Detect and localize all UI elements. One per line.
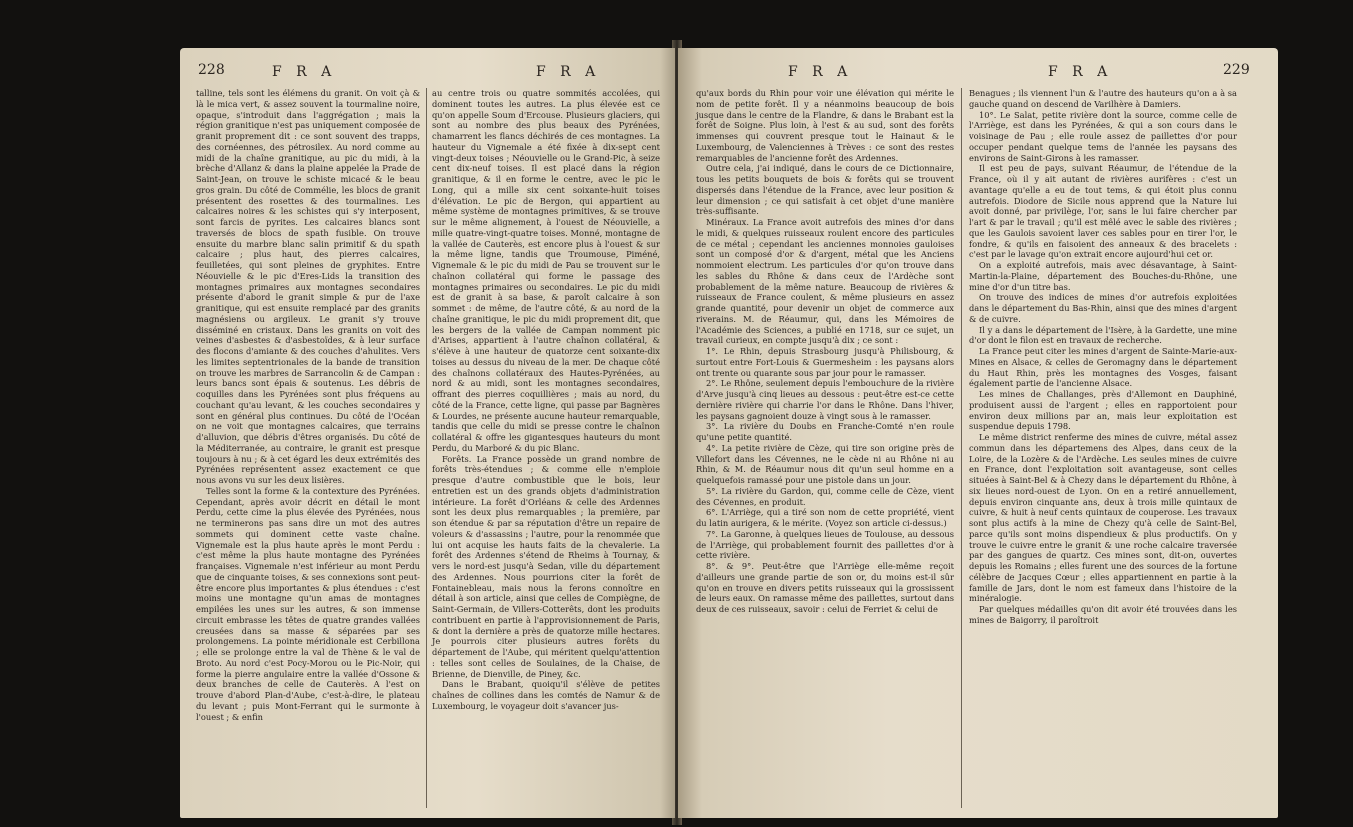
paragraph: La France peut citer les mines d'argent de Sainte-Marie-aux-Mines en Alsace, & celles de Geromagny dans le département du Haut Rhin, près les montagnes des Vosges, faisant également partie de l'ancienne Alsace. xyxy=(969,346,1237,389)
running-header-left: F R A xyxy=(788,64,853,80)
paragraph: 7°. La Garonne, à quelques lieues de Toulouse, au dessous de l'Arriège, qui probablement fournit des paillettes d'or à cette rivière. xyxy=(696,528,954,561)
paragraph: Telles sont la forme & la contexture des Pyrénées. Cependant, après avoir décrit en détail le mont Perdu, cette cime la plus élevée des Pyrénées, nous ne terminerons pas sans dire un mot des autres sommets qui dominent cette vaste chaîne. Vignemale est la plus haute après le mont Perdu : c'est même la plus haute montagne des Pyrénées françaises. Vignemale n'est inférieur au mont Perdu que de cinquante toises, & ses connexions sont peut-être encore plus importantes & plus étendues : c'est moins une montagne qu'un amas de montagnes empilées les unes sur les autres, & son immense circuit embrasse les têtes de quatre grandes vallées creusées dans sa masse & séparées par ses prolongemens. La pointe méridionale est Cerbillona ; elle se prolonge entre la val de Thène & le val de Broto. Au nord c'est Pocy-Morou ou le Pic-Noir, qui forme la pierre angulaire entre la vallée d'Ossone & deux branches de celle de Cauterès. A l'est on trouve d'abord Plan-d'Aube, c'est-à-dire, le plateau du levant ; puis Mont-Ferrant qui le surmonte à l'ouest ; & enfin xyxy=(196,485,420,722)
column-rule xyxy=(426,88,427,808)
right-page xyxy=(678,48,1278,818)
paragraph: 4°. La petite rivière de Cèze, qui tire son origine près de Villefort dans les Cévennes, ne le cède ni au Rhône ni au Rhin, & M. de Réaumur nous dit qu'un seul homme en a quelquefois ramassé pour une pistole dans un jour. xyxy=(696,442,954,485)
page-number: 228 xyxy=(198,62,225,78)
page-number: 229 xyxy=(1223,62,1250,78)
paragraph: On a exploité autrefois, mais avec désavantage, à Saint-Martin-la-Plaine, département des Bouches-du-Rhône, une mine d'or d'un titre bas. xyxy=(969,260,1237,292)
text-column-1 xyxy=(696,88,954,615)
paragraph: qu'aux bords du Rhin pour voir une élévation qui mérite le nom de petite forêt. Il y a néanmoins beaucoup de bois jusque dans le centre de la Flandre, & dans le Brabant est la forêt de Soigne. Plus loin, à l'est & au sud, sont des forêts immenses qui couvrent presque tout le Hainaut & le Luxembourg, de Valenciennes à Trèves : ce sont des restes remarquables de l'ancienne forêt des Ardennes. xyxy=(696,88,954,163)
paragraph: Il est peu de pays, suivant Réaumur, de l'étendue de la France, où il y ait autant de rivières aurifères : c'est un avantage qu'elle a eu de tout tems, & qui étoit plus connu autrefois. Diodore de Sicile nous apprend que la Nature lui avoit donné, par privilège, l'or, sans le lui faire chercher par l'art & par le travail ; qu'il est mêlé avec le sable des rivières ; que les Gaulois savoient laver ces sables pour en tirer l'or, le fondre, & qu'ils en faisoient des anneaux & des bracelets : c'est par le lavage qu'on extrait encore aujourd'hui cet or. xyxy=(969,163,1237,260)
paragraph: Les mines de Challanges, près d'Allemont en Dauphiné, produisent aussi de l'argent ; elles en rapportoient pour environ deux millions par an, mais leur exploitation est suspendue depuis 1798. xyxy=(969,389,1237,432)
text-column-1 xyxy=(196,88,420,722)
running-header-right: F R A xyxy=(1048,64,1113,80)
left-page xyxy=(180,48,675,818)
paragraph: 2°. Le Rhône, seulement depuis l'embouchure de la rivière d'Arve jusqu'à cinq lieues au dessous : peut-être est-ce cette dernière rivière qui charrie l'or dans le Rhône. Dans l'hiver, les paysans gagnoient douze à vingt sous à le ramasser. xyxy=(696,378,954,421)
paragraph: Minéraux. La France avoit autrefois des mines d'or dans le midi, & quelques ruisseaux roulent encore des particules de ce métal ; cependant les anciennes monnoies gauloises sont un composé d'or & d'argent, métal que les Anciens nommoient electrum. Les particules d'or qu'on trouve dans les sables du Rhône & dans ceux de l'Ardèche sont probablement de la même nature. Beaucoup de rivières & ruisseaux de France coulent, & même plusieurs en assez grande quantité, pour devenir un objet de commerce aux riverains. M. de Réaumur, qui, dans les Mémoires de l'Académie des Sciences, a publié en 1718, sur ce sujet, un travail curieux, en compte jusqu'à dix ; ce sont : xyxy=(696,217,954,346)
paragraph: 10°. Le Salat, petite rivière dont la source, comme celle de l'Arriège, est dans les Pyrénées, & qui a son cours dans le voisinage de Pau ; elle roule assez de paillettes d'or pour occuper pendant quelque tems de l'année les paysans des environs de Saint-Girons à les ramasser. xyxy=(969,109,1237,163)
paragraph: Benagues ; ils viennent l'un & l'autre des hauteurs qu'on a à sa gauche quand on descend de Varilhère à Damiers. xyxy=(969,88,1237,109)
paragraph: talline, tels sont les élémens du granit. On voit çà & là le mica vert, & assez souvent la tourmaline noire, opaque, s'introduit dans l'aggrégation ; mais la région granitique n'est pas uniquement composée de granit proprement dit : ce sont souvent des trapps, des cornéennes, des pétrosilex. Au nord comme au midi de la chaîne granitique, au pic du midi, à la brèche d'Allanz & dans la plaine appelée la Prade de Saint-Jean, on trouve le schiste micacé & le beau gros grain. Du côté de Commélie, les blocs de granit présentent des rosettes & des tourmalines. Les calcaires noires & les schistes qui s'y interposent, sont farcis de pyrites. Les calcaires blancs sont traversés de blocs de spath fusible. On trouve ensuite du marbre blanc salin primitif & du spath calcaire ; plus haut, des pierres calcaires, feuilletées, qui sont pleines de gryphites. Entre Néouvielle & le pic d'Eres-Lids la transition des montagnes primaires aux montagnes secondaires présente d'abord le granit simple & pur de l'axe granitique, qui est ensuite remplacé par des granits magnésiens ou argileux. Le granit s'y trouve disséminé en cristaux. Dans les granits on voit des veines d'asbestes & d'asbestoïdes, & à leur surface des flocons d'amiante & des couches d'ahulites. Vers les limites septentrionales de la bande de transition on trouve les marbres de Sarrancolin & de Campan : leurs bancs sont épais & soutenus. Les débris de coquilles dans les Pyrénées sont plus fréquens au couchant qu'au levant, & les couches secondaires y sont en général plus continues. Du côté de l'Océan on ne voit que montagnes calcaires, que terrains d'alluvion, que débris d'êtres organisés. Du côté de la Méditerranée, au contraire, le granit est presque toujours à nu ; & à cet égard les deux extrémités des Pyrénées représentent assez exactement ce que nous avons vu sur les deux lisières. xyxy=(196,88,420,485)
paragraph: au centre trois ou quatre sommités accolées, qui dominent toutes les autres. La plus élevée est ce qu'on appelle Soum d'Ercouse. Plusieurs glaciers, qui sont au nombre des plus beaux des Pyrénées, chamarrent les flancs déchirés de ces montagnes. La hauteur du Vignemale a été fixée à dix-sept cent vingt-deux toises ; Néouvielle ou le Grand-Pic, à seize cent dix-neuf toises. Il est placé dans la région granitique, & il en forme le centre, avec le pic le Long, qui a mille six cent soixante-huit toises d'élévation. Le pic de Bergon, qui appartient au même système de montagnes primitives, & se trouve sur le même alignement, à l'ouest de Néouvielle, a mille quatre-vingt-quatre toises. Monné, montagne de la vallée de Cauterès, est encore plus à l'ouest & sur la même ligne, tandis que Troumouse, Piméné, Vignemale & le pic du midi de Pau se trouvent sur le chaînon collatéral qui forme le passage des montagnes primaires ou secondaires. Le pic du midi est de granit à sa base, & paroît calcaire à son sommet : de même, de l'autre côté, & au nord de la chaîne granitique, le pic du midi proprement dit, que les bergers de la vallée de Campan nomment pic d'Arises, appartient à l'autre chaînon collatéral, & s'élève à une hauteur de quatorze cent soixante-dix toises au dessus du niveau de la mer. De chaque côté des chaînons collatéraux des Hautes-Pyrénées, au nord & au midi, sont les montagnes secondaires, offrant des pierres coquillières ; mais au nord, du côté de la France, cette ligne, qui passe par Bagnères & Lourdes, ne présente aucune hauteur remarquable, tandis que celle du midi se presse contre le chaînon collatéral & offre les gigantesques hauteurs du mont Perdu, du Marboré & du pic Blanc. xyxy=(432,88,660,453)
paragraph: Par quelques médailles qu'on dit avoir été trouvées dans les mines de Baigorry, il paroîtroit xyxy=(969,604,1237,625)
text-column-2 xyxy=(432,88,660,712)
paragraph: On trouve des indices de mines d'or autrefois exploitées dans le département du Bas-Rhin, ainsi que des mines d'argent & de cuivre. xyxy=(969,292,1237,324)
paragraph: Dans le Brabant, quoiqu'il s'élève de petites chaînes de collines dans les comtés de Namur & de Luxembourg, le voyageur doit s'avancer jus- xyxy=(432,679,660,711)
paragraph: 8°. & 9°. Peut-être que l'Arriège elle-même reçoit d'ailleurs une grande partie de son or, du moins est-il sûr qu'on en trouve en divers petits ruisseaux qui la grossissent de leurs eaux. On ramasse même des paillettes, surtout dans deux de ces ruisseaux, savoir : celui de Ferriet & celui de xyxy=(696,561,954,614)
text-column-2 xyxy=(969,88,1237,626)
paragraph: 5°. La rivière du Gardon, qui, comme celle de Cèze, vient des Cévennes, en produit. xyxy=(696,485,954,507)
running-header-left: F R A xyxy=(272,64,337,80)
paragraph: Forêts. La France possède un grand nombre de forêts très-étendues ; & comme elle n'emploie presque d'autre combustible que le bois, leur entretien est un des grands objets d'administration intérieure. La forêt d'Orléans & celle des Ardennes sont les deux plus remarquables ; la première, par son étendue & par sa réputation d'être un repaire de voleurs & d'assassins ; l'autre, pour la renommée que lui ont acquise les hauts faits de la chevalerie. La forêt des Ardennes s'étend de Rheims à Tournay, & vers le nord-est jusqu'à Sedan, ville du département des Ardennes. Nous pourrions citer la forêt de Fontainebleau, mais nous la ferons connoître en détail à son article, ainsi que celles de Compiègne, de Saint-Germain, de Villers-Cotterêts, dont les produits contribuent en partie à l'approvisionnement de Paris, & dont la dernière a près de quatorze mille hectares. Je pourrois citer plusieurs autres forêts du département de l'Aube, qui méritent quelqu'attention : telles sont celles de Soulaines, de la Chaise, de Brienne, de Dienville, de Piney, &c. xyxy=(432,453,660,679)
paragraph: Le même district renferme des mines de cuivre, métal assez commun dans les départemens des Alpes, dans ceux de la Loire, de la Lozère & de l'Ardèche. Les seules mines de cuivre en France, dont l'exploitation soit avantageuse, sont celles situées à Saint-Bel & à Chezy dans le département du Rhône, à six lieues nord-ouest de Lyon. On en a retiré annuellement, depuis environ cinquante ans, deux à trois mille quintaux de cuivre, & huit à neuf cents quintaux de couperose. Les travaux sont plus actifs à la mine de Chezy qu'à celle de Saint-Bel, parce qu'ils sont moins dispendieux & plus productifs. On y trouve le cuivre entre le granit & une roche calcaire traversée par des gangues de quartz. Ces mines sont, dit-on, ouvertes depuis les Romains ; elles furent une des sources de la fortune célèbre de Jacques Cœur ; elles appartiennent en partie à la famille de Jars, dont le nom est fameux dans l'histoire de la minéralogie. xyxy=(969,432,1237,604)
paragraph: 1°. Le Rhin, depuis Strasbourg jusqu'à Philisbourg, & surtout entre Fort-Louis & Guermesheim : les paysans alors ont trente ou quarante sous par jour pour le ramasser. xyxy=(696,346,954,378)
running-header-right: F R A xyxy=(536,64,601,80)
paragraph: 6°. L'Arriège, qui a tiré son nom de cette propriété, vient du latin aurigera, & le mérite. (Voyez son article ci-dessus.) xyxy=(696,507,954,528)
paragraph: Outre cela, j'ai indiqué, dans le cours de ce Dictionnaire, tous les petits bouquets de bois & forêts qui se trouvent dispersés dans l'étendue de la France, avec leur position & leur dimension ; ce qui satisfait à cet objet d'une manière très-suffisante. xyxy=(696,163,954,217)
column-rule xyxy=(961,88,962,808)
paragraph: Il y a dans le département de l'Isère, à la Gardette, une mine d'or dont le filon est en travaux de recherche. xyxy=(969,324,1237,346)
paragraph: 3°. La rivière du Doubs en Franche-Comté n'en roule qu'une petite quantité. xyxy=(696,421,954,442)
